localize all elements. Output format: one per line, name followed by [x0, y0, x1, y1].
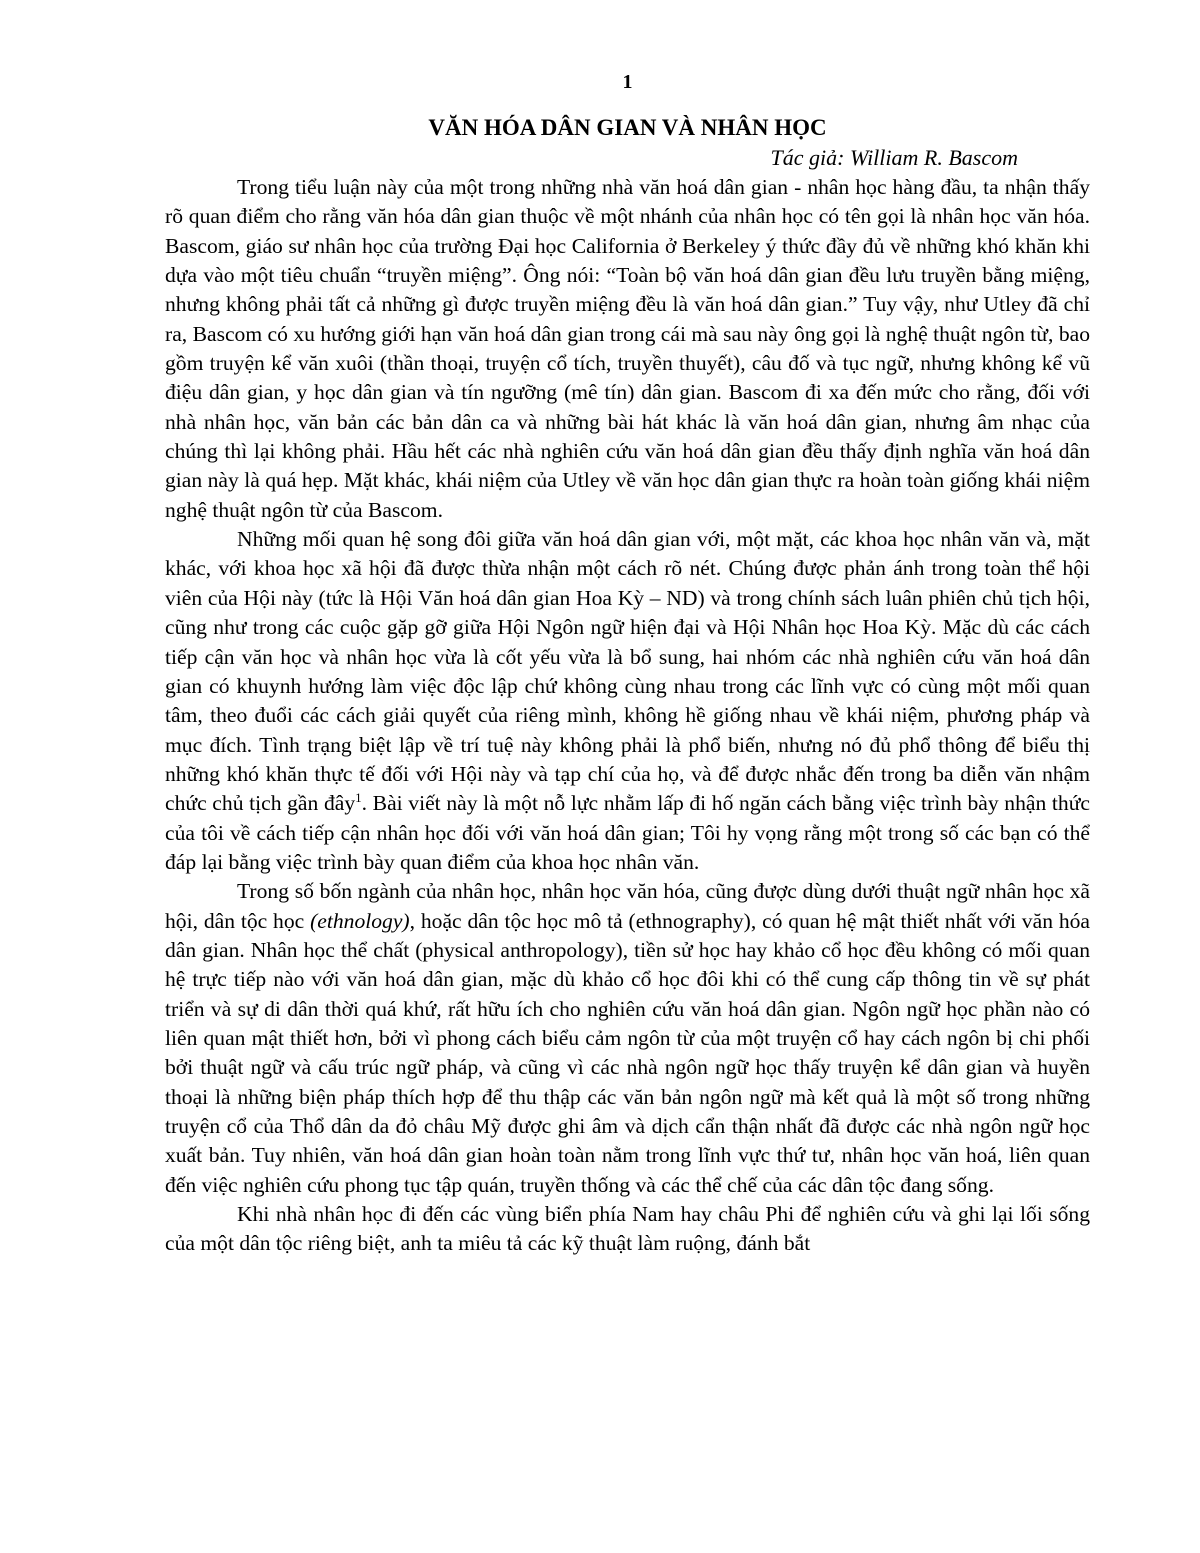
paragraph-2-text-before-note: Những mối quan hệ song đôi giữa văn hoá dân gian với, một mặt, các khoa học nhân văn và, mặt khác, với khoa học xã hội đã được thừa nhận một cách rõ nét. Chúng được phản ánh trong toàn thể hội viên của Hội này (tức là Hội Văn hoá dân gian Hoa Kỳ – ND) và trong chính sách luân phiên chủ tịch hội, cũng như trong các cuộc gặp gỡ giữa Hội Ngôn ngữ hiện đại và Hội Nhân học Hoa Kỳ. Mặc dù các cách tiếp cận văn học và nhân học vừa là cốt yếu vừa là bổ sung, hai nhóm các nhà nghiên cứu văn hoá dân gian có khuynh hướng làm việc độc lập chứ không cùng nhau trong các lĩnh vực có cùng một mối quan tâm, theo đuổi các cách giải quyết của riêng mình, không hề giống nhau về khái niệm, phương pháp và mục đích. Tình trạng biệt lập về trí tuệ này không phải là phổ biến, nhưng nó đủ phổ thông để biểu thị những khó khăn thực tế đối với Hội này và tạp chí của họ, và để được nhắc đến trong ba diễn văn nhậm chức chủ tịch gần đây: [165, 527, 1090, 816]
italic-term-ethnology: (ethnology): [310, 908, 410, 933]
document-body: [165, 173, 1090, 1259]
page-number: 1: [622, 71, 633, 93]
paragraph-3-text-after-italic: , hoặc dân tộc học mô tả (ethnography), có quan hệ mật thiết nhất với văn hóa dân gian. Nhân học thể chất (physical anthropology), tiền sử học hay khảo cổ học đều không có mối quan hệ trực tiếp nào với văn hoá dân gian, mặc dù khảo cổ học đôi khi có thể cung cấp thông tin về sự phát triển và sự di dân thời quá khứ, rất hữu ích cho nghiên cứu văn hoá dân gian. Ngôn ngữ học phần nào có liên quan mật thiết hơn, bởi vì phong cách biểu cảm ngôn từ của một truyện cổ hay cách ngôn bị chi phối bởi thuật ngữ và cấu trúc ngữ pháp, và cũng vì các nhà ngôn ngữ học thấy truyện kể dân gian và huyền thoại là những biện pháp thích hợp để thu thập các văn bản ngôn ngữ mà kết quả là một số trong những truyện cổ của Thổ dân da đỏ châu Mỹ được ghi âm và dịch cẩn thận nhất đã được các nhà ngôn ngữ học xuất bản. Tuy nhiên, văn hoá dân gian hoàn toàn nằm trong lĩnh vực thứ tư, nhân học văn hoá, liên quan đến việc nghiên cứu phong tục tập quán, truyền thống và các thể chế của các dân tộc đang sống.: [165, 908, 1091, 1197]
author-line: Tác giả: William R. Bascom: [770, 145, 1018, 170]
paragraph-1: Trong tiểu luận này của một trong những nhà văn hoá dân gian - nhân học hàng đầu, ta nhận thấy rõ quan điểm cho rằng văn hóa dân gian thuộc về một nhánh của nhân học có tên gọi là nhân học văn hóa. Bascom, giáo sư nhân học của trường Đại học California ở Berkeley ý thức đầy đủ về những khó khăn khi dựa vào một tiêu chuẩn “truyền miệng”. Ông nói: “Toàn bộ văn hoá dân gian đều lưu truyền bằng miệng, nhưng không phải tất cả những gì được truyền miệng đều là văn hoá dân gian.” Tuy vậy, như Utley đã chỉ ra, Bascom có xu hướng giới hạn văn hoá dân gian trong cái mà sau này ông gọi là nghệ thuật ngôn từ, bao gồm truyện kể văn xuôi (thần thoại, truyện cổ tích, truyền thuyết), câu đố và tục ngữ, nhưng không kể vũ điệu dân gian, y học dân gian và tín ngưỡng (mê tín) dân gian. Bascom đi xa đến mức cho rằng, đối với nhà nhân học, văn bản các bản dân ca và những bài hát khác là văn hoá dân gian, nhưng âm nhạc của chúng thì lại không phải. Hầu hết các nhà nghiên cứu văn hoá dân gian đều thấy định nghĩa văn hoá dân gian này là quá hẹp. Mặt khác, khái niệm của Utley về văn học dân gian thực ra hoàn toàn giống khái niệm nghệ thuật ngôn từ của Bascom.: [165, 175, 1090, 522]
paragraph-3-text-before-italic: Trong số bốn ngành của nhân học, nhân học văn hóa, cũng được dùng dưới thuật ngữ nhân học xã hội, dân tộc học: [165, 879, 1090, 933]
paragraph-4: Khi nhà nhân học đi đến các vùng biển phía Nam hay châu Phi để nghiên cứu và ghi lại lối sống của một dân tộc riêng biệt, anh ta miêu tả các kỹ thuật làm ruộng, đánh bắt: [165, 1202, 1090, 1256]
paragraph-2-text-after-note: . Bài viết này là một nỗ lực nhằm lấp đi hố ngăn cách bằng việc trình bày nhận thức của tôi về cách tiếp cận nhân học đối với văn hoá dân gian; Tôi hy vọng rằng một trong số các bạn có thể đáp lại bằng việc trình bày quan điểm của khoa học nhân văn.: [165, 791, 1090, 874]
paragraph-3: [165, 877, 1090, 1200]
footnote-marker: 1: [355, 790, 362, 806]
document-title: VĂN HÓA DÂN GIAN VÀ NHÂN HỌC: [428, 115, 827, 140]
paragraph-2: [165, 525, 1090, 877]
